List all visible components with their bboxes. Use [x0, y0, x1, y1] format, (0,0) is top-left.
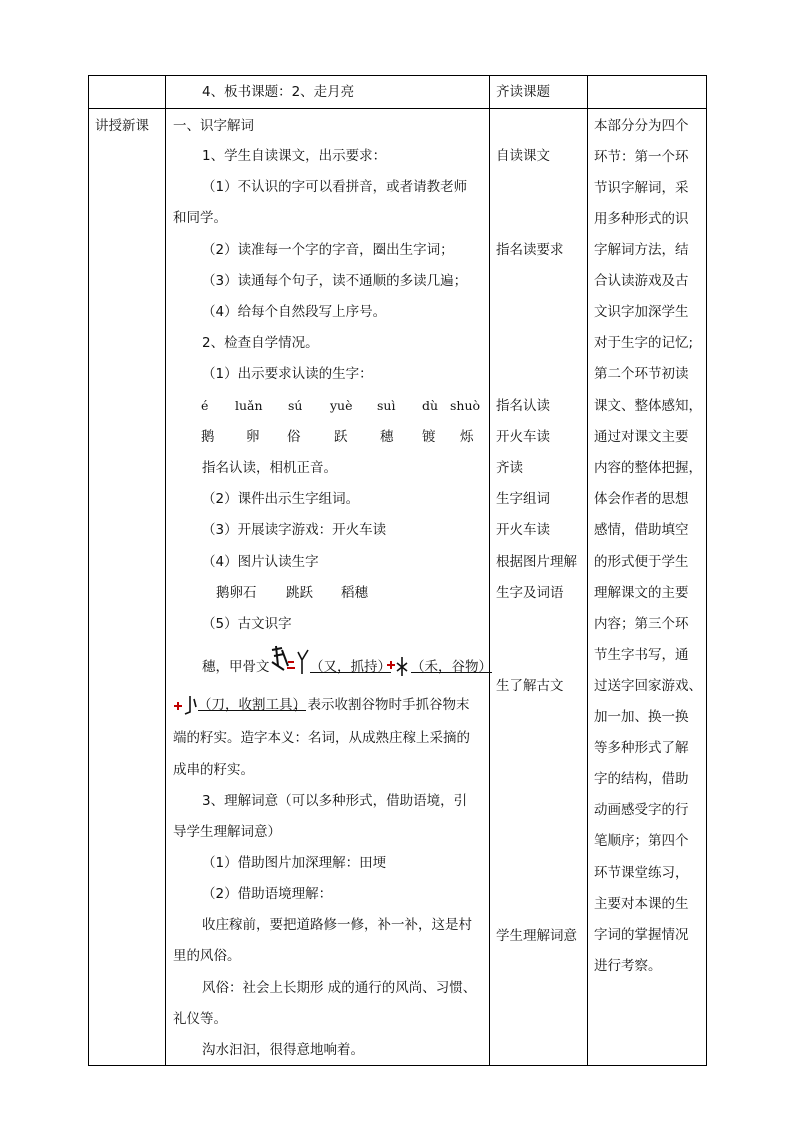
activity-item: 齐读	[496, 460, 523, 476]
note-line: 加一加、换一换	[594, 709, 689, 725]
pinyin-item: sú	[288, 398, 303, 413]
note-line: 环节课堂练习，	[594, 865, 689, 881]
new-char: 烁	[460, 429, 474, 445]
word-item: 稻穗	[341, 585, 368, 601]
sentence2-line2: 礼仪等。	[173, 1011, 227, 1027]
pinyin-item: suì	[377, 398, 396, 413]
oracle-line2-rest: ，表示收割谷物时手抓谷物末	[294, 697, 470, 713]
sub2-text: （2）课件出示生字组词。	[202, 491, 360, 507]
sentence1-line1: 收庄稼前，要把道路修一修，补一补，这是村	[202, 917, 472, 933]
note-line: 字词的掌握情况	[594, 927, 689, 943]
new-char: 鹅	[201, 429, 215, 445]
new-char: 跃	[334, 429, 348, 445]
req1-line1: （1）不认识的字可以看拼音，或者请教老师	[202, 179, 468, 195]
activity-item: 开火车读	[496, 429, 550, 445]
new-char: 穗	[380, 429, 394, 445]
step1-text: 1、学生自读课文，出示要求：	[202, 148, 387, 164]
correct-text: 指名认读，相机正音。	[202, 460, 337, 476]
table-border-top	[88, 75, 707, 76]
table-col-divider-2	[489, 75, 490, 1066]
activity-item: 指名认读	[496, 398, 550, 414]
pinyin-item: yuè	[330, 398, 353, 413]
pic-text: （1）借助图片加深理解：田埂	[202, 855, 387, 871]
ctx-text: （2）借助语境理解：	[202, 886, 333, 902]
note-line: 环节：第一个环	[594, 149, 689, 165]
word-item: 跳跃	[286, 585, 313, 601]
oracle-prefix: 穗，甲骨文	[202, 659, 270, 675]
note-line: 过送字回家游戏、	[594, 678, 702, 694]
table-col-divider-3	[587, 75, 588, 1066]
note-line: 对于生字的记忆;	[594, 335, 694, 351]
step2-text: 2、检查自学情况。	[202, 335, 319, 351]
activity-item: 生字及词语	[496, 585, 564, 601]
note-line: 等多种形式了解	[594, 740, 689, 756]
sub3-text: （3）开展读字游戏：开火车读	[202, 522, 387, 538]
req1-line2: 和同学。	[173, 210, 227, 226]
note-line: 节识字解词，采	[594, 180, 689, 196]
activity-item: 学生理解词意	[496, 928, 577, 944]
pinyin-item: luǎn	[235, 398, 263, 413]
req3-text: （3）读通每个句子，读不通顺的多读几遍；	[202, 273, 468, 289]
note-line: 体会作者的思想	[594, 491, 689, 507]
note-line: 笔顺序；第四个	[594, 833, 689, 849]
oracle-part-c: （刀，收割工具）	[198, 697, 306, 713]
note-line: 通过对课文主要	[594, 429, 689, 445]
note-line: 感情，借助填空	[594, 522, 689, 538]
note-line: 进行考察。	[594, 958, 662, 974]
sub1-text: （1）出示要求认读的生字：	[202, 366, 373, 382]
note-line: 的形式便于学生	[594, 554, 689, 570]
sub5-text: （5）古文识字	[202, 616, 292, 632]
new-char: 俗	[287, 429, 301, 445]
activity-item: 生字组词	[496, 491, 550, 507]
pinyin-item: shuò	[450, 398, 481, 413]
word-item: 鹅卵石	[216, 585, 257, 601]
sentence3: 沟水汩汩，很得意地响着。	[202, 1042, 364, 1058]
note-line: 文识字加深学生	[594, 304, 689, 320]
note-line: 字解词方法，结	[594, 242, 689, 258]
pinyin-item: é	[201, 398, 209, 413]
note-line: 动画感受字的行	[594, 802, 689, 818]
note-line: 合认读游戏及古	[594, 273, 689, 289]
note-line: 内容的整体把握，	[594, 460, 702, 476]
oracle-line3: 端的籽实。造字本义：名词，从成熟庄稼上采摘的	[173, 730, 470, 746]
note-line: 字的结构，借助	[594, 771, 689, 787]
req4-text: （4）给每个自然段写上序号。	[202, 304, 387, 320]
table-border-left	[88, 75, 89, 1066]
board-title-text: 4、板书课题：2、走月亮	[202, 84, 355, 100]
table-border-right	[706, 75, 707, 1066]
section-label: 讲授新课	[95, 118, 149, 134]
new-char: 镀	[422, 429, 436, 445]
sentence2-line1: 风俗：社会上长期形 成的通行的风尚、习惯、	[202, 980, 477, 996]
table-col-divider-1	[165, 75, 166, 1066]
content-heading: 一、识字解词	[173, 118, 254, 134]
activity-item: 根据图片理解	[496, 554, 577, 570]
oracle-glyph-dao-icon	[172, 694, 198, 716]
oracle-glyph-sui-icon	[268, 644, 310, 678]
req2-text: （2）读准每一个字的字音，圈出生字词；	[202, 242, 454, 258]
note-line: 本部分分为四个	[594, 118, 689, 134]
activity-item: 指名读要求	[496, 242, 564, 258]
note-line: 节生字书写，通	[594, 647, 689, 663]
sentence1-line2: 里的风俗。	[173, 948, 241, 964]
note-line: 第二个环节初读	[594, 366, 689, 382]
pinyin-item: dù	[422, 398, 439, 413]
table-row-divider	[88, 108, 707, 109]
oracle-part-a: （又，抓持）	[310, 659, 391, 675]
new-char: 卵	[246, 429, 260, 445]
oracle-line4: 成串的籽实。	[173, 762, 254, 778]
activity-item: 开火车读	[496, 522, 550, 538]
note-line: 课文、整体感知，	[594, 398, 702, 414]
step3-line1: 3、理解词意（可以多种形式，借助语境，引	[202, 793, 468, 809]
note-line: 内容；第三个环	[594, 616, 689, 632]
step3-line2: 导学生理解词意）	[173, 824, 281, 840]
sub4-text: （4）图片认读生字	[202, 554, 319, 570]
activity-item: 生了解古文	[496, 678, 564, 694]
table-border-bottom	[88, 1065, 707, 1066]
note-line: 主要对本课的生	[594, 896, 689, 912]
note-line: 用多种形式的识	[594, 211, 689, 227]
oracle-part-b: （禾，谷物）	[411, 659, 492, 675]
row1-activity: 齐读课题	[496, 84, 550, 100]
note-line: 理解课文的主要	[594, 585, 689, 601]
activity-item: 自读课文	[496, 148, 550, 164]
oracle-glyph-he-icon	[385, 655, 411, 677]
